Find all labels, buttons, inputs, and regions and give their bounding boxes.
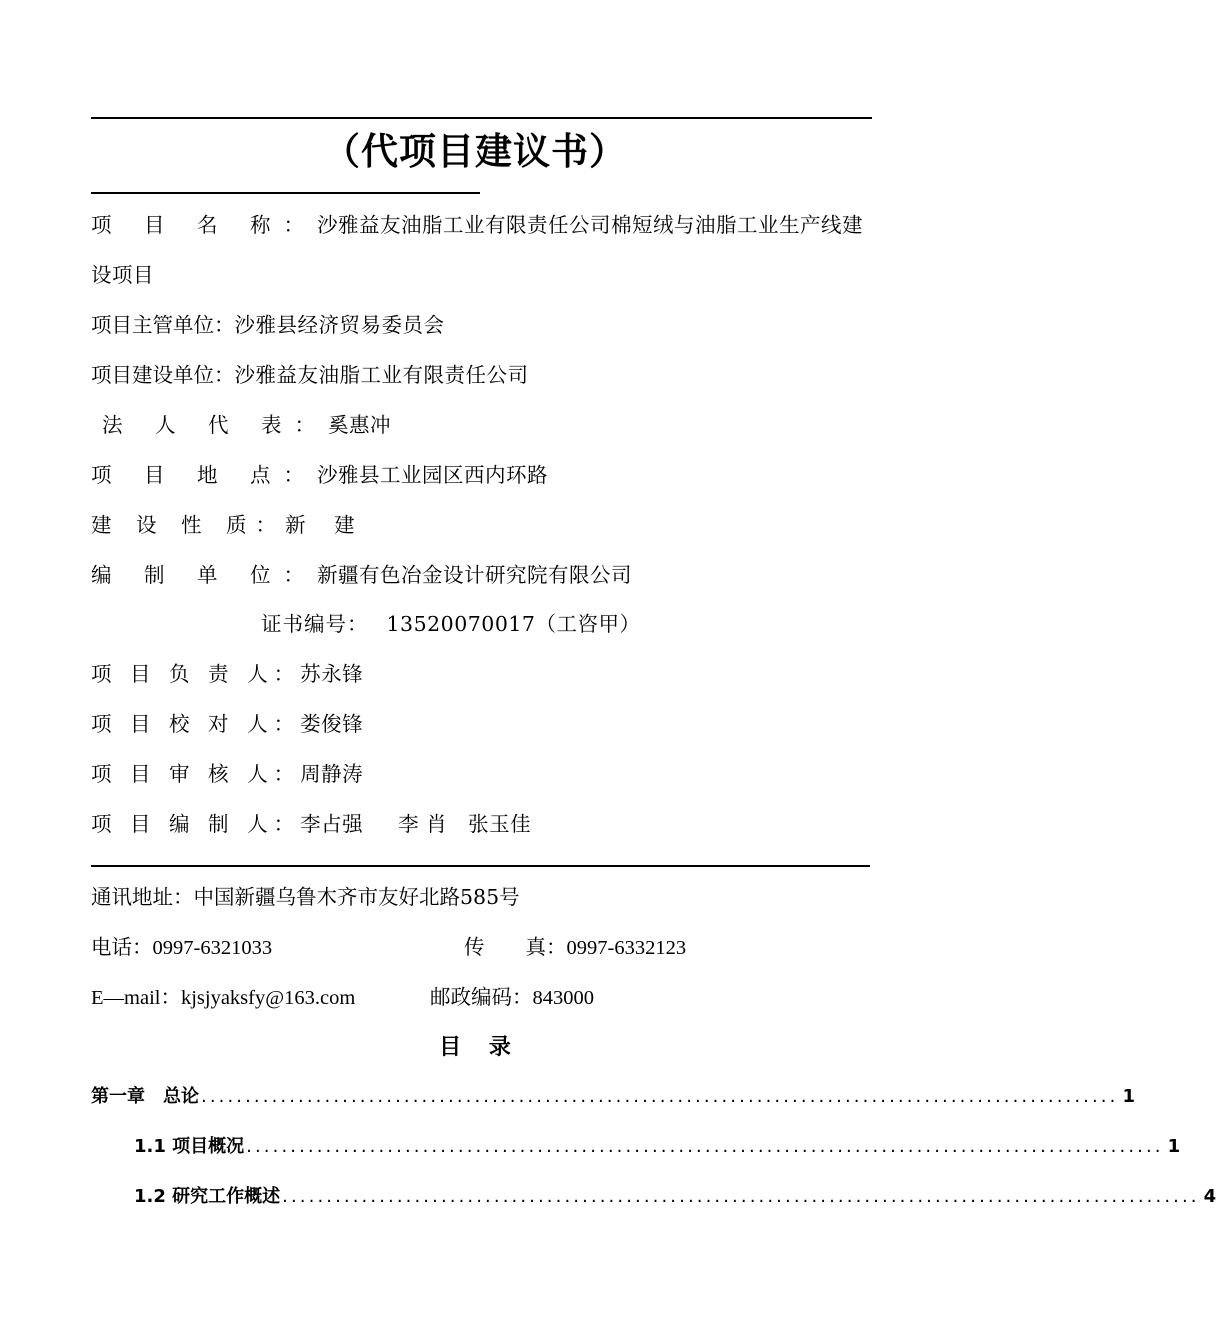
authority-value: 沙雅县经济贸易委员会	[234, 313, 445, 337]
nature-label: 建 设 性 质：	[91, 513, 286, 537]
project-name-continuation	[91, 260, 154, 290]
fax-value: 0997-6332123	[566, 937, 687, 959]
checker-value: 娄俊锋	[300, 712, 364, 736]
address-label: 通讯地址：	[91, 885, 194, 909]
legal-rep-label: 法 人 代 表：	[102, 413, 329, 437]
phone-label: 电话：	[91, 935, 153, 959]
address-value: 中国新疆乌鲁木齐市友好北路585号	[193, 885, 520, 909]
toc-entry-page: 1	[1122, 1086, 1135, 1107]
phone-line	[91, 932, 272, 963]
fax-line	[464, 932, 686, 963]
reviewer-label: 项 目 审 核 人：	[91, 762, 301, 786]
toc-entry-page: 1	[1167, 1136, 1181, 1157]
leader-value: 苏永锋	[300, 662, 364, 686]
fax-label: 传 真：	[464, 935, 567, 959]
postcode-label: 邮政编码：	[430, 985, 533, 1009]
title-underline	[91, 192, 480, 194]
reviewer-value: 周静涛	[300, 762, 364, 786]
project-name-value: 沙雅益友油脂工业有限责任公司棉短绒与油脂工业生产线建	[317, 213, 864, 237]
phone-value: 0997-6321033	[152, 937, 273, 959]
leader-line	[91, 659, 363, 689]
legal-rep-value: 奚惠冲	[328, 413, 392, 437]
authority-label: 项目主管单位：	[91, 313, 235, 337]
checker-label: 项 目 校 对 人：	[91, 712, 301, 736]
compiler-unit-label: 编 制 单 位：	[91, 563, 318, 587]
address-line	[91, 882, 520, 912]
toc-entry[interactable]	[134, 1133, 1181, 1161]
email-value[interactable]: kjsjyaksfy@163.com	[180, 987, 356, 1009]
legal-rep-line	[102, 410, 391, 440]
reviewer-line	[91, 759, 363, 789]
project-name-label: 项 目 名 称：	[91, 213, 318, 237]
toc-leader-dots: ........................................................................................................	[201, 1086, 1119, 1107]
toc-leader-dots: ........................................................................................................	[282, 1186, 1200, 1207]
nature-line	[91, 510, 355, 540]
location-value: 沙雅县工业园区西内环路	[317, 463, 549, 487]
toc-entry-label: 1.1 项目概况	[134, 1136, 245, 1157]
toc-entry-label: 第一章 总论	[91, 1086, 199, 1107]
email-line	[91, 982, 355, 1013]
top-rule	[91, 117, 872, 119]
certificate-line	[261, 609, 640, 639]
builder-label: 项目建设单位：	[91, 363, 235, 387]
email-label: E—mail：	[91, 987, 181, 1009]
editors-label: 项 目 编 制 人：	[91, 812, 301, 836]
compiler-unit-line	[91, 560, 632, 590]
toc-entry-label: 1.2 研究工作概述	[134, 1186, 281, 1207]
certificate-value: 13520070017（工咨甲）	[386, 612, 641, 636]
toc-leader-dots: ........................................................................................................	[246, 1136, 1164, 1157]
compiler-unit-value: 新疆有色冶金设计研究院有限公司	[317, 563, 633, 587]
toc-heading: 目 录	[439, 1035, 521, 1060]
postcode-line	[430, 982, 594, 1013]
builder-value: 沙雅益友油脂工业有限责任公司	[234, 363, 529, 387]
postcode-value: 843000	[532, 987, 594, 1009]
project-name-value-cont: 设项目	[91, 263, 154, 287]
certificate-label: 证书编号：	[261, 612, 369, 636]
checker-line	[91, 709, 363, 739]
editors-line	[91, 809, 531, 839]
builder-line	[91, 360, 529, 390]
document-title: （代项目建议书）	[323, 130, 627, 173]
leader-label: 项 目 负 责 人：	[91, 662, 301, 686]
nature-value: 新 建	[285, 513, 356, 537]
toc-entry[interactable]	[134, 1183, 1216, 1211]
toc-entry-page: 4	[1203, 1186, 1216, 1207]
editors-value: 李占强 李 肖 张玉佳	[300, 812, 532, 836]
authority-line	[91, 310, 445, 340]
location-line	[91, 460, 548, 490]
location-label: 项 目 地 点：	[91, 463, 318, 487]
toc-entry[interactable]	[91, 1083, 1135, 1111]
project-name-line	[91, 210, 863, 240]
contact-divider	[91, 865, 870, 867]
